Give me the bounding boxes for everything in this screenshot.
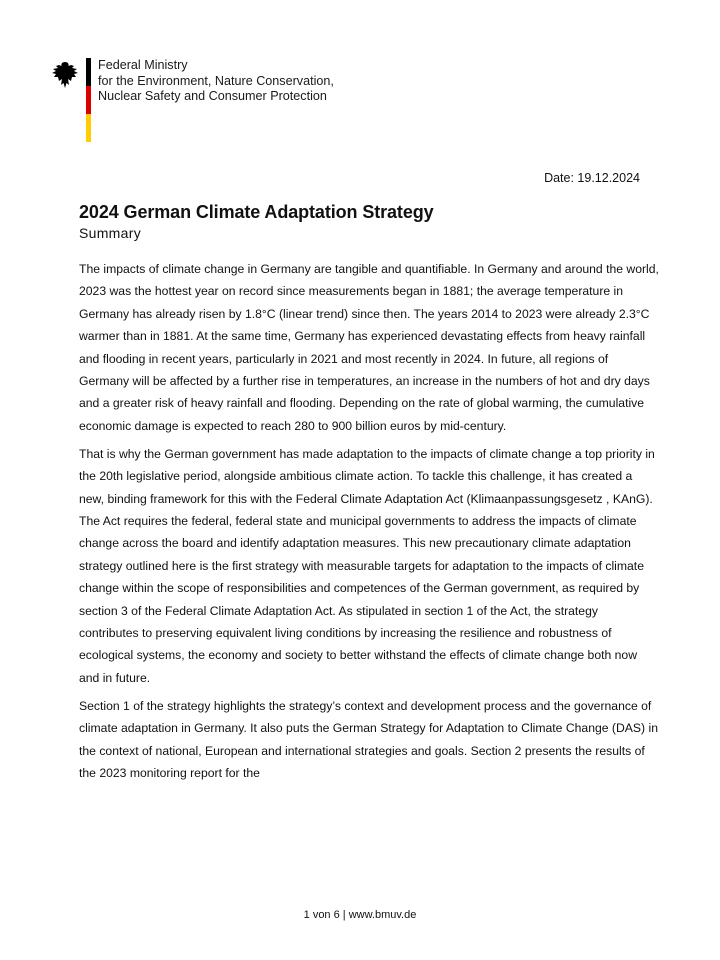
flag-stripe-red	[86, 86, 91, 114]
page-footer: 1 von 6 | www.bmuv.de	[303, 909, 417, 921]
flag-stripe-gold	[86, 114, 91, 142]
document-body	[79, 258, 659, 790]
ministry-line-3: Nuclear Safety and Consumer Protection	[98, 89, 327, 103]
document-subtitle: Summary	[79, 225, 141, 241]
body-paragraph: The impacts of climate change in Germany are tangible and quantifiable. In Germany and around the world, 2023 was the hottest year on record since measurements began in 1881; the average temperature in Germany has already risen by 1.8°C (linear trend) since then. The years 2014 to 2023 were already 2.3°C warmer than in 1881. At the same time, Germany has experienced devastating effects from heavy rainfall and flooding in recent years, particularly in 2021 and most recently in 2024. In future, all regions of Germany will be affected by a further rise in temperatures, an increase in the numbers of hot and dry days and a greater risk of heavy rainfall and flooding. Depending on the rate of global warming, the cumulative economic damage is expected to reach 280 to 900 billion euros by mid-century.	[79, 262, 659, 433]
german-flag-bar	[86, 58, 91, 142]
document-date: Date: 19.12.2024	[544, 171, 640, 185]
federal-eagle-icon	[52, 60, 78, 90]
ministry-line-1: Federal Ministry	[98, 58, 188, 72]
body-paragraph: That is why the German government has made adaptation to the impacts of climate change a top priority in the 20th legislative period, alongside ambitious climate action. To tackle this challenge, it has created a new, binding framework for this with the Federal Climate Adaptation Act (Klimaanpassungsgesetz , KAnG). The Act requires the federal, federal state and municipal governments to address the impacts of climate change across the board and identify adaptation measures. This new precautionary climate adaptation strategy outlined here is the first strategy with measurable targets for adaptation to the impacts of climate change within the scope of responsibilities and competences of the German government, as required by section 3 of the Federal Climate Adaptation Act. As stipulated in section 1 of the Act, the strategy contributes to preserving equivalent living conditions by increasing the resilience and robustness of ecological systems, the economy and society to better withstand the effects of climate change both now and in future.	[79, 446, 655, 685]
ministry-name	[98, 58, 438, 105]
document-title: 2024 German Climate Adaptation Strategy	[79, 202, 434, 222]
flag-stripe-black	[86, 58, 91, 86]
ministry-line-2: for the Environment, Nature Conservation,	[98, 73, 334, 88]
body-paragraph: Section 1 of the strategy highlights the strategy’s context and development process and the governance of climate adaptation in Germany. It also puts the German Strategy for Adaptation to Climate Change (DAS) in the context of national, European and international strategies and goals. Section 2 presents the results of the 2023 monitoring report for the	[79, 698, 658, 780]
